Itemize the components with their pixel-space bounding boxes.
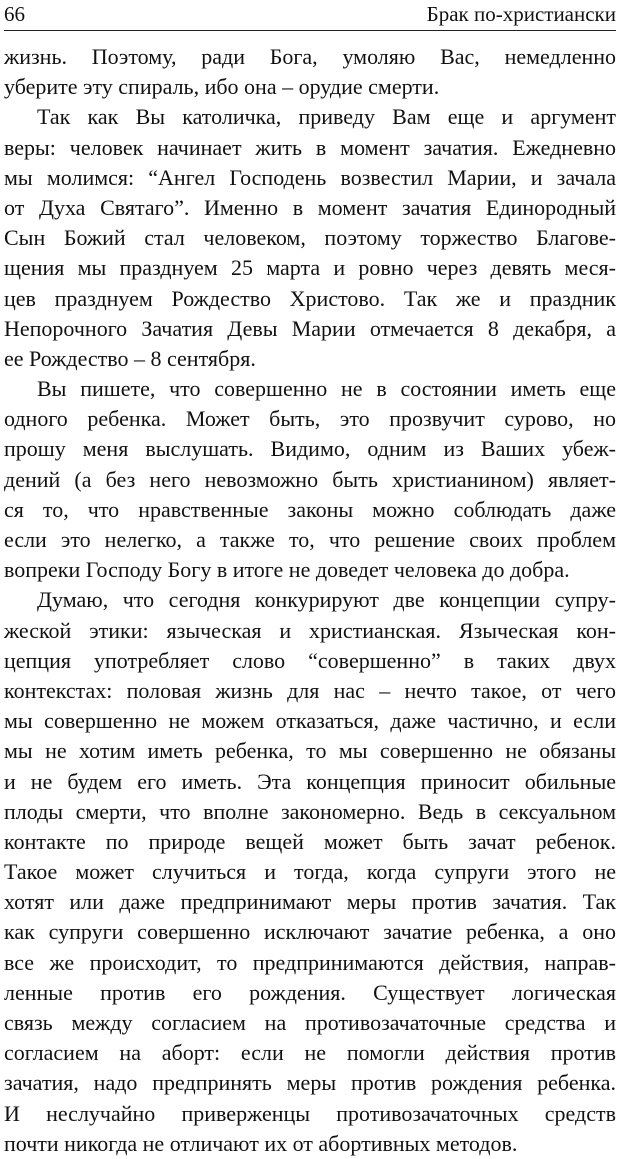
text-line: одного ребенка. Может быть, это прозвучит сурово, но (4, 406, 616, 432)
book-title: Брак по-христиански (426, 2, 616, 26)
text-line: И неслучайно приверженцы противозачаточных средств (4, 1100, 616, 1126)
page-number: 66 (4, 2, 25, 26)
text-line: от Духа Святаго”. Именно в момент зачатия Единородный (4, 194, 616, 220)
text-line: ее Рождество – 8 сентября. (4, 345, 256, 371)
text-line: Думаю, что сегодня конкурируют две концепции супру- (37, 587, 616, 613)
text-line: Сын Божий стал человеком, поэтому торжество Благове- (4, 225, 616, 251)
text-line: уберите эту спираль, ибо она – орудие смерти. (4, 74, 440, 100)
text-line: согласием на аборт: если не помогли действия против (4, 1040, 616, 1066)
text-line: Так как Вы католичка, приведу Вам еще и аргумент (37, 104, 616, 130)
text-line: жизнь. Поэтому, ради Бога, умоляю Вас, немедленно (4, 44, 616, 69)
text-line: мы совершенно не можем отказаться, даже частично, и если (4, 708, 616, 734)
text-line: контакте по природе вещей может быть зачат ребенок. (4, 828, 616, 854)
text-line: мы не хотим иметь ребенка, то мы совершенно не обязаны (4, 738, 616, 764)
text-line: связь между согласием на противозачаточные средства и (4, 1010, 616, 1035)
text-line: вопреки Господу Богу в итоге не доведет человека до добра. (4, 557, 570, 583)
text-line: контекстах: половая жизнь для нас – нечто такое, от чего (4, 677, 616, 703)
text-line: как супруги совершенно исключают зачатие ребенка, а оно (4, 919, 616, 945)
body-text (4, 42, 616, 1159)
text-line: и не будем его иметь. Эта концепция приносит обильные (4, 768, 616, 794)
text-line: все же происходит, то предпринимаются действия, направ- (4, 949, 616, 975)
text-line: почти никогда не отличают их от абортивных методов. (4, 1130, 518, 1156)
text-line: жеской этики: языческая и христианская. Языческая кон- (4, 617, 616, 643)
text-line: если это нелегко, а также то, что решение своих проблем (4, 527, 616, 552)
text-line: плоды смерти, что вполне закономерно. Ведь в сексуальном (4, 798, 616, 824)
text-line: дений (а без него невозможно быть христианином) являет- (4, 466, 616, 492)
text-line: хотят или даже предпринимают меры против зачатия. Так (4, 889, 616, 915)
text-line: веры: человек начинает жить в момент зачатия. Ежедневно (4, 134, 616, 160)
text-line: щения мы празднуем 25 марта и ровно через девять меся- (4, 255, 616, 281)
text-line: мы молимся: “Ангел Господень возвестил Марии, и зачала (4, 164, 616, 190)
running-head (4, 0, 616, 31)
text-line: прошу меня выслушать. Видимо, одним из Ваших убеж- (4, 436, 616, 462)
text-line: цев празднуем Рождество Христово. Так же и праздник (4, 285, 616, 311)
text-line: ся то, что нравственные законы можно соблюдать даже (4, 496, 616, 522)
text-line: Вы пишете, что совершенно не в состоянии иметь еще (37, 376, 616, 402)
text-line: ленные против его рождения. Существует логическая (4, 979, 616, 1005)
text-line: цепция употребляет слово “совершенно” в таких двух (4, 647, 616, 673)
text-line: зачатия, надо предпринять меры против рождения ребенка. (4, 1070, 616, 1096)
text-line: Непорочного Зачатия Девы Марии отмечается 8 декабря, а (4, 315, 616, 341)
text-line: Такое может случиться и тогда, когда супруги этого не (4, 859, 616, 885)
